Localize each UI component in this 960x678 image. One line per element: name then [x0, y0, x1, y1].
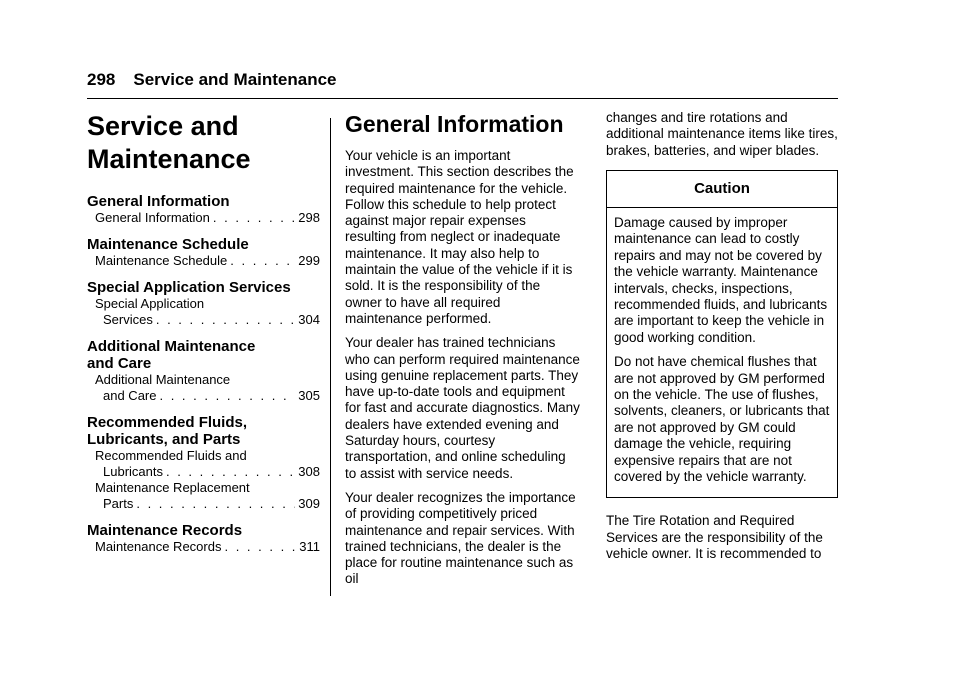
dot-leader — [159, 388, 295, 404]
dot-leader — [224, 539, 296, 555]
toc-entry-page: 304 — [298, 312, 320, 327]
dot-leader — [166, 464, 295, 480]
toc-heading-line: Maintenance Records — [87, 522, 243, 539]
toc-group-general-information — [87, 193, 320, 226]
body-paragraph: changes and tire rotations and additional maintenance items like tires, brakes, batteries, and wiper blades. — [606, 110, 838, 158]
general-information-section — [345, 110, 580, 596]
toc-heading — [87, 338, 320, 372]
toc-entry-label: Parts — [103, 496, 134, 511]
header-rule — [87, 98, 838, 99]
general-information-continued — [606, 110, 838, 570]
toc-entry[interactable] — [87, 210, 320, 226]
toc-entry-label: Lubricants — [103, 464, 163, 479]
toc-heading-line: Additional Maintenance — [87, 338, 256, 355]
toc-entry[interactable] — [87, 448, 320, 480]
body-paragraph: Your dealer recognizes the importance of providing competitively priced maintenance and repair services. With trained technicians, the dealer is the place for routine maintenance such as oil — [345, 489, 576, 587]
chapter-title: Service and Maintenance — [133, 70, 337, 89]
section-title-line: Maintenance — [87, 144, 251, 174]
toc-entry-line — [95, 464, 320, 480]
toc-entry[interactable] — [87, 539, 320, 555]
toc-entry-label: Services — [103, 312, 153, 327]
toc-entry[interactable] — [87, 296, 320, 328]
toc-entry-page: 305 — [298, 388, 320, 403]
body-paragraph: Your vehicle is an important investment. This section describes the required maintenance for the vehicle. Follow this schedule to help protect against major repair expenses resulting from neglect or inadequate maintenance. It may also help to maintain the value of the vehicle if it is sold. It is the responsibility of the owner to have all required maintenance performed. — [345, 148, 574, 326]
toc-heading — [87, 522, 320, 539]
body-paragraph: The Tire Rotation and Required Services are the responsibility of the vehicle owner. It is recommended to — [606, 513, 823, 561]
body-paragraph: Your dealer has trained technicians who can perform required maintenance using genuine replacement parts. They have up-to-date tools and equipment for fast and accurate diagnostics. Many dealers have extended evening and Saturday hours, courtesy transportation, and online scheduling to assist with service needs. — [345, 335, 580, 481]
general-information-title: General Information — [345, 111, 564, 137]
toc-entry-line — [95, 539, 320, 555]
toc-heading-line: Recommended Fluids, — [87, 414, 248, 431]
toc-entry[interactable] — [87, 253, 320, 269]
toc-entry-label: Additional Maintenance — [95, 372, 231, 387]
toc-heading-line: General Information — [87, 193, 230, 210]
toc-entry-page: 311 — [299, 539, 320, 554]
toc-entry-label: General Information — [95, 210, 210, 225]
toc-entry-line — [95, 388, 320, 404]
toc-group-recommended-fluids — [87, 414, 320, 512]
dot-leader — [230, 253, 295, 269]
dot-leader — [213, 210, 295, 226]
table-of-contents — [87, 110, 320, 555]
toc-entry-page: 308 — [298, 464, 320, 479]
dot-leader — [136, 496, 295, 512]
toc-entry-label: Special Application — [95, 296, 205, 311]
toc-heading — [87, 236, 320, 253]
caution-body — [607, 208, 837, 498]
toc-entry-page: 298 — [298, 210, 320, 225]
toc-heading-line: Special Application Services — [87, 279, 291, 296]
toc-entry-page: 309 — [298, 496, 320, 511]
toc-heading — [87, 414, 320, 448]
toc-entry-line — [95, 210, 320, 226]
toc-entry-line — [95, 312, 320, 328]
caution-paragraph: Do not have chemical flushes that are not approved by GM performed on the vehicle. The use of flushes, solvents, cleaners, or lubricants that are not approved by GM could damage the vehicle, requiring expensive repairs that are not covered by the vehicle warranty. — [614, 354, 830, 484]
toc-group-special-application-services — [87, 279, 320, 328]
toc-heading — [87, 279, 320, 296]
toc-entry-label: Maintenance Records — [95, 539, 222, 554]
toc-heading-line: Lubricants, and Parts — [87, 431, 241, 448]
toc-entry-page: 299 — [298, 253, 320, 268]
toc-heading-line: Maintenance Schedule — [87, 236, 249, 253]
toc-entry-label: Recommended Fluids and — [95, 448, 247, 463]
toc-group-maintenance-schedule — [87, 236, 320, 269]
toc-entry[interactable] — [87, 480, 320, 512]
section-title-line: Service and — [87, 111, 239, 141]
column-divider — [330, 118, 331, 596]
toc-entry-label: Maintenance Replacement — [95, 480, 250, 495]
dot-leader — [156, 312, 295, 328]
section-title — [87, 110, 320, 176]
toc-heading — [87, 193, 320, 210]
toc-heading-line: and Care — [87, 355, 152, 372]
toc-entry[interactable] — [87, 372, 320, 404]
toc-group-additional-maintenance — [87, 338, 320, 404]
toc-entry-line — [95, 253, 320, 269]
toc-entry-line — [95, 496, 320, 512]
caution-title: Caution — [607, 171, 837, 208]
toc-entry-label: and Care — [103, 388, 157, 403]
toc-entry-label: Maintenance Schedule — [95, 253, 228, 268]
toc-group-maintenance-records — [87, 522, 320, 555]
caution-paragraph: Damage caused by improper maintenance can lead to costly repairs and may not be covered by the vehicle warranty. Maintenance intervals, checks, inspections, recommended fluids, and lubricants are important to keep the vehicle in good working condition. — [614, 214, 828, 345]
page-header — [87, 70, 337, 90]
page-number: 298 — [87, 70, 116, 89]
caution-box — [606, 170, 838, 499]
